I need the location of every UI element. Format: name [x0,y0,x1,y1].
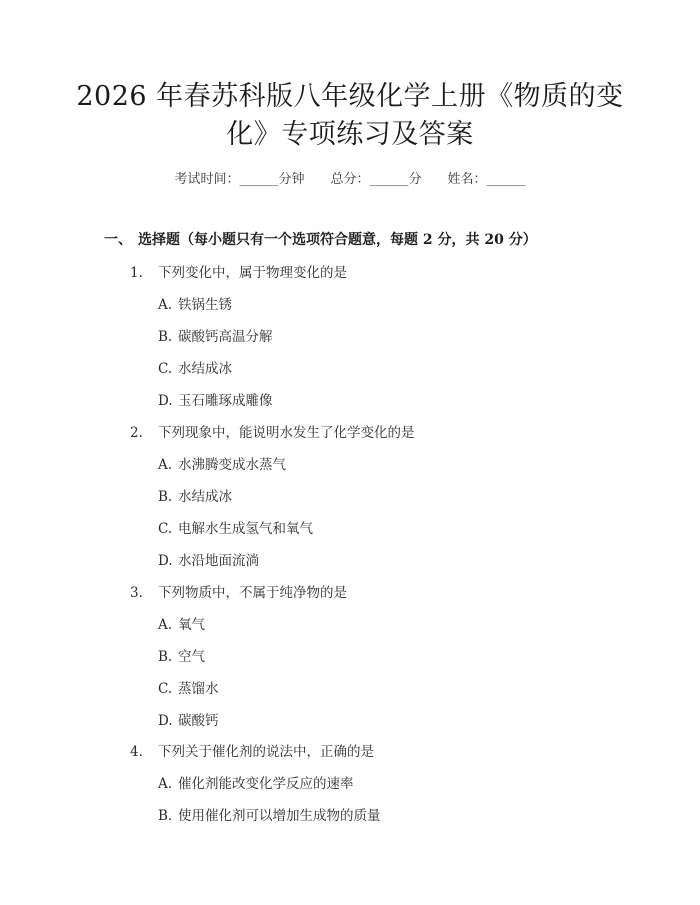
document-title-line-2: 化》专项练习及答案 [226,119,474,150]
question-number: 3. [130,585,143,601]
option-4b [158,804,381,824]
option-text: 玉石雕琢成雕像 [178,393,273,409]
question-text: 下列关于催化剂的说法中，正确的是 [158,744,374,760]
time-label: 考试时间： [174,172,240,187]
option-letter: D. [158,393,173,409]
question-number: 4. [130,744,143,760]
option-2d [158,549,259,569]
option-text: 使用催化剂可以增加生成物的质量 [178,808,381,824]
document-title-line-1: 2026 年春苏科版八年级化学上册《物质的变 [76,81,624,112]
option-2c [158,517,313,537]
time-unit: 分钟 [278,172,305,187]
section-heading [104,229,537,249]
question-text: 下列现象中，能说明水发生了化学变化的是 [158,425,415,441]
option-letter: A. [158,297,173,313]
option-3c [158,677,219,697]
option-text: 水结成冰 [178,489,232,505]
question-1 [130,261,347,281]
option-text: 水沸腾变成水蒸气 [178,457,286,473]
option-letter: B. [158,489,173,505]
option-letter: C. [158,521,173,537]
option-letter: B. [158,649,173,665]
name-label: 姓名： [447,172,487,187]
option-1c [158,357,232,377]
option-1b [158,325,273,345]
question-3 [130,581,347,601]
option-letter: A. [158,617,173,633]
question-number: 1. [130,265,143,281]
option-text: 催化剂能改变化学反应的速率 [178,776,354,792]
question-text: 下列物质中，不属于纯净物的是 [158,585,347,601]
option-letter: D. [158,713,173,729]
question-2 [130,421,415,441]
option-1d [158,389,273,409]
option-2a [158,453,286,473]
score-unit: 分 [408,172,422,187]
option-text: 水结成冰 [178,361,232,377]
option-1a [158,293,232,313]
option-2b [158,485,232,505]
exam-info-line [0,168,700,187]
score-label: 总分： [330,172,370,187]
option-text: 蒸馏水 [178,681,219,697]
option-letter: B. [158,329,173,345]
question-4 [130,740,374,760]
question-number: 2. [130,425,143,441]
name-blank: ______ [486,172,526,187]
question-text: 下列变化中，属于物理变化的是 [158,265,347,281]
option-text: 水沿地面流淌 [178,553,259,569]
section-number: 一、 [104,232,132,248]
option-text: 碳酸钙高温分解 [178,329,273,345]
option-3a [158,613,205,633]
option-3b [158,645,205,665]
section-title: 选择题（每小题只有一个选项符合题意，每题 2 分，共 20 分） [138,232,537,248]
option-letter: A. [158,457,173,473]
option-letter: D. [158,553,173,569]
option-letter: C. [158,361,173,377]
option-4a [158,772,354,792]
option-text: 碳酸钙 [178,713,219,729]
option-text: 空气 [178,649,205,665]
option-text: 铁锅生锈 [178,297,232,313]
option-letter: B. [158,808,173,824]
option-letter: C. [158,681,173,697]
option-text: 氧气 [178,617,205,633]
option-text: 电解水生成氢气和氧气 [178,521,313,537]
time-blank: ______ [239,172,279,187]
option-letter: A. [158,776,173,792]
option-3d [158,709,219,729]
score-blank: ______ [369,172,409,187]
